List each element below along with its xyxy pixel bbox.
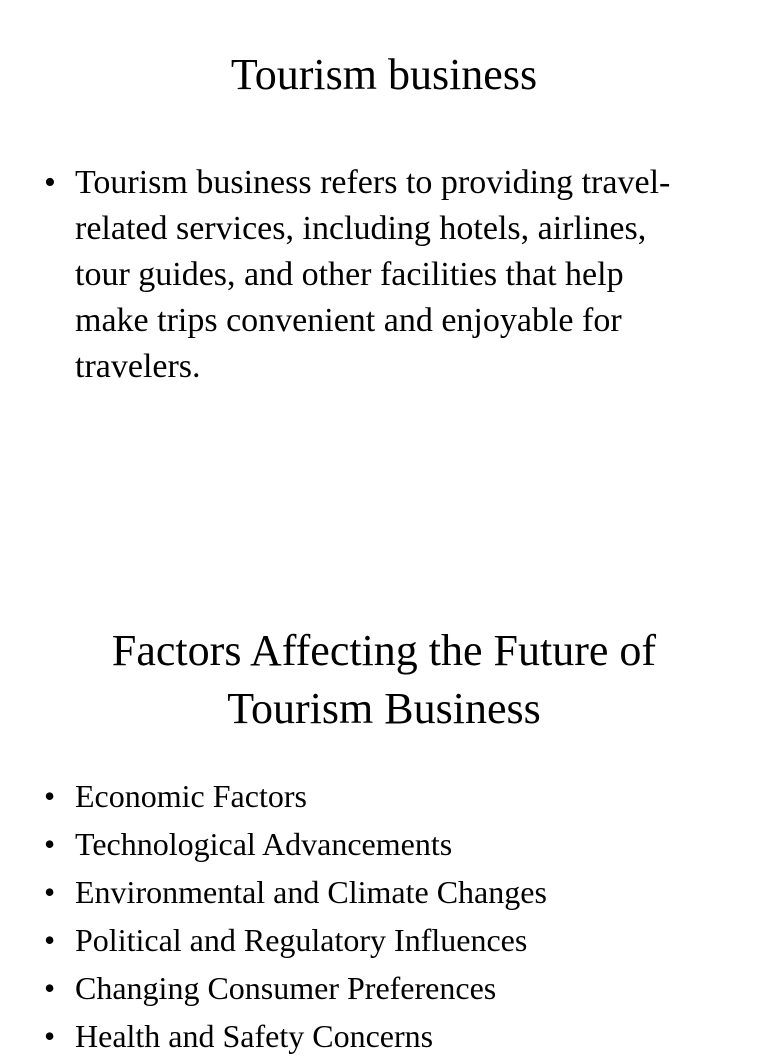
bullet-icon: •	[44, 164, 56, 201]
bullet-icon: •	[44, 874, 56, 910]
bullet-text: Economic Factors	[75, 778, 307, 814]
slide-title: Tourism business	[230, 50, 538, 99]
bullet-item	[40, 820, 700, 868]
bullet-list	[40, 160, 700, 390]
bullet-text: Changing Consumer Preferences	[75, 970, 497, 1006]
bullet-text: Health and Safety Concerns	[75, 1018, 434, 1054]
bullet-item	[40, 772, 700, 820]
bullet-text: Political and Regulatory Influences	[75, 922, 528, 958]
bullet-icon: •	[44, 1018, 56, 1054]
bullet-icon: •	[44, 970, 56, 1006]
bullet-item	[40, 868, 700, 916]
bullet-icon: •	[44, 826, 56, 862]
bullet-list	[40, 772, 700, 1060]
slide-factors-affecting-future	[0, 576, 768, 1054]
bullet-text: Tourism business refers to providing travel-related services, including hotels, airlines, tour guides, and other facilities that help make trips convenient and enjoyable for travelers.	[75, 164, 671, 385]
bullet-item	[40, 916, 700, 964]
slide-title: Factors Affecting the Future of Tourism Business	[111, 626, 657, 733]
bullet-icon: •	[44, 778, 56, 814]
bullet-icon: •	[44, 922, 56, 958]
bullet-item	[40, 1012, 700, 1060]
bullet-text: Technological Advancements	[75, 826, 453, 862]
bullet-item	[40, 160, 700, 390]
bullet-item	[40, 964, 700, 1012]
bullet-text: Environmental and Climate Changes	[75, 874, 547, 910]
